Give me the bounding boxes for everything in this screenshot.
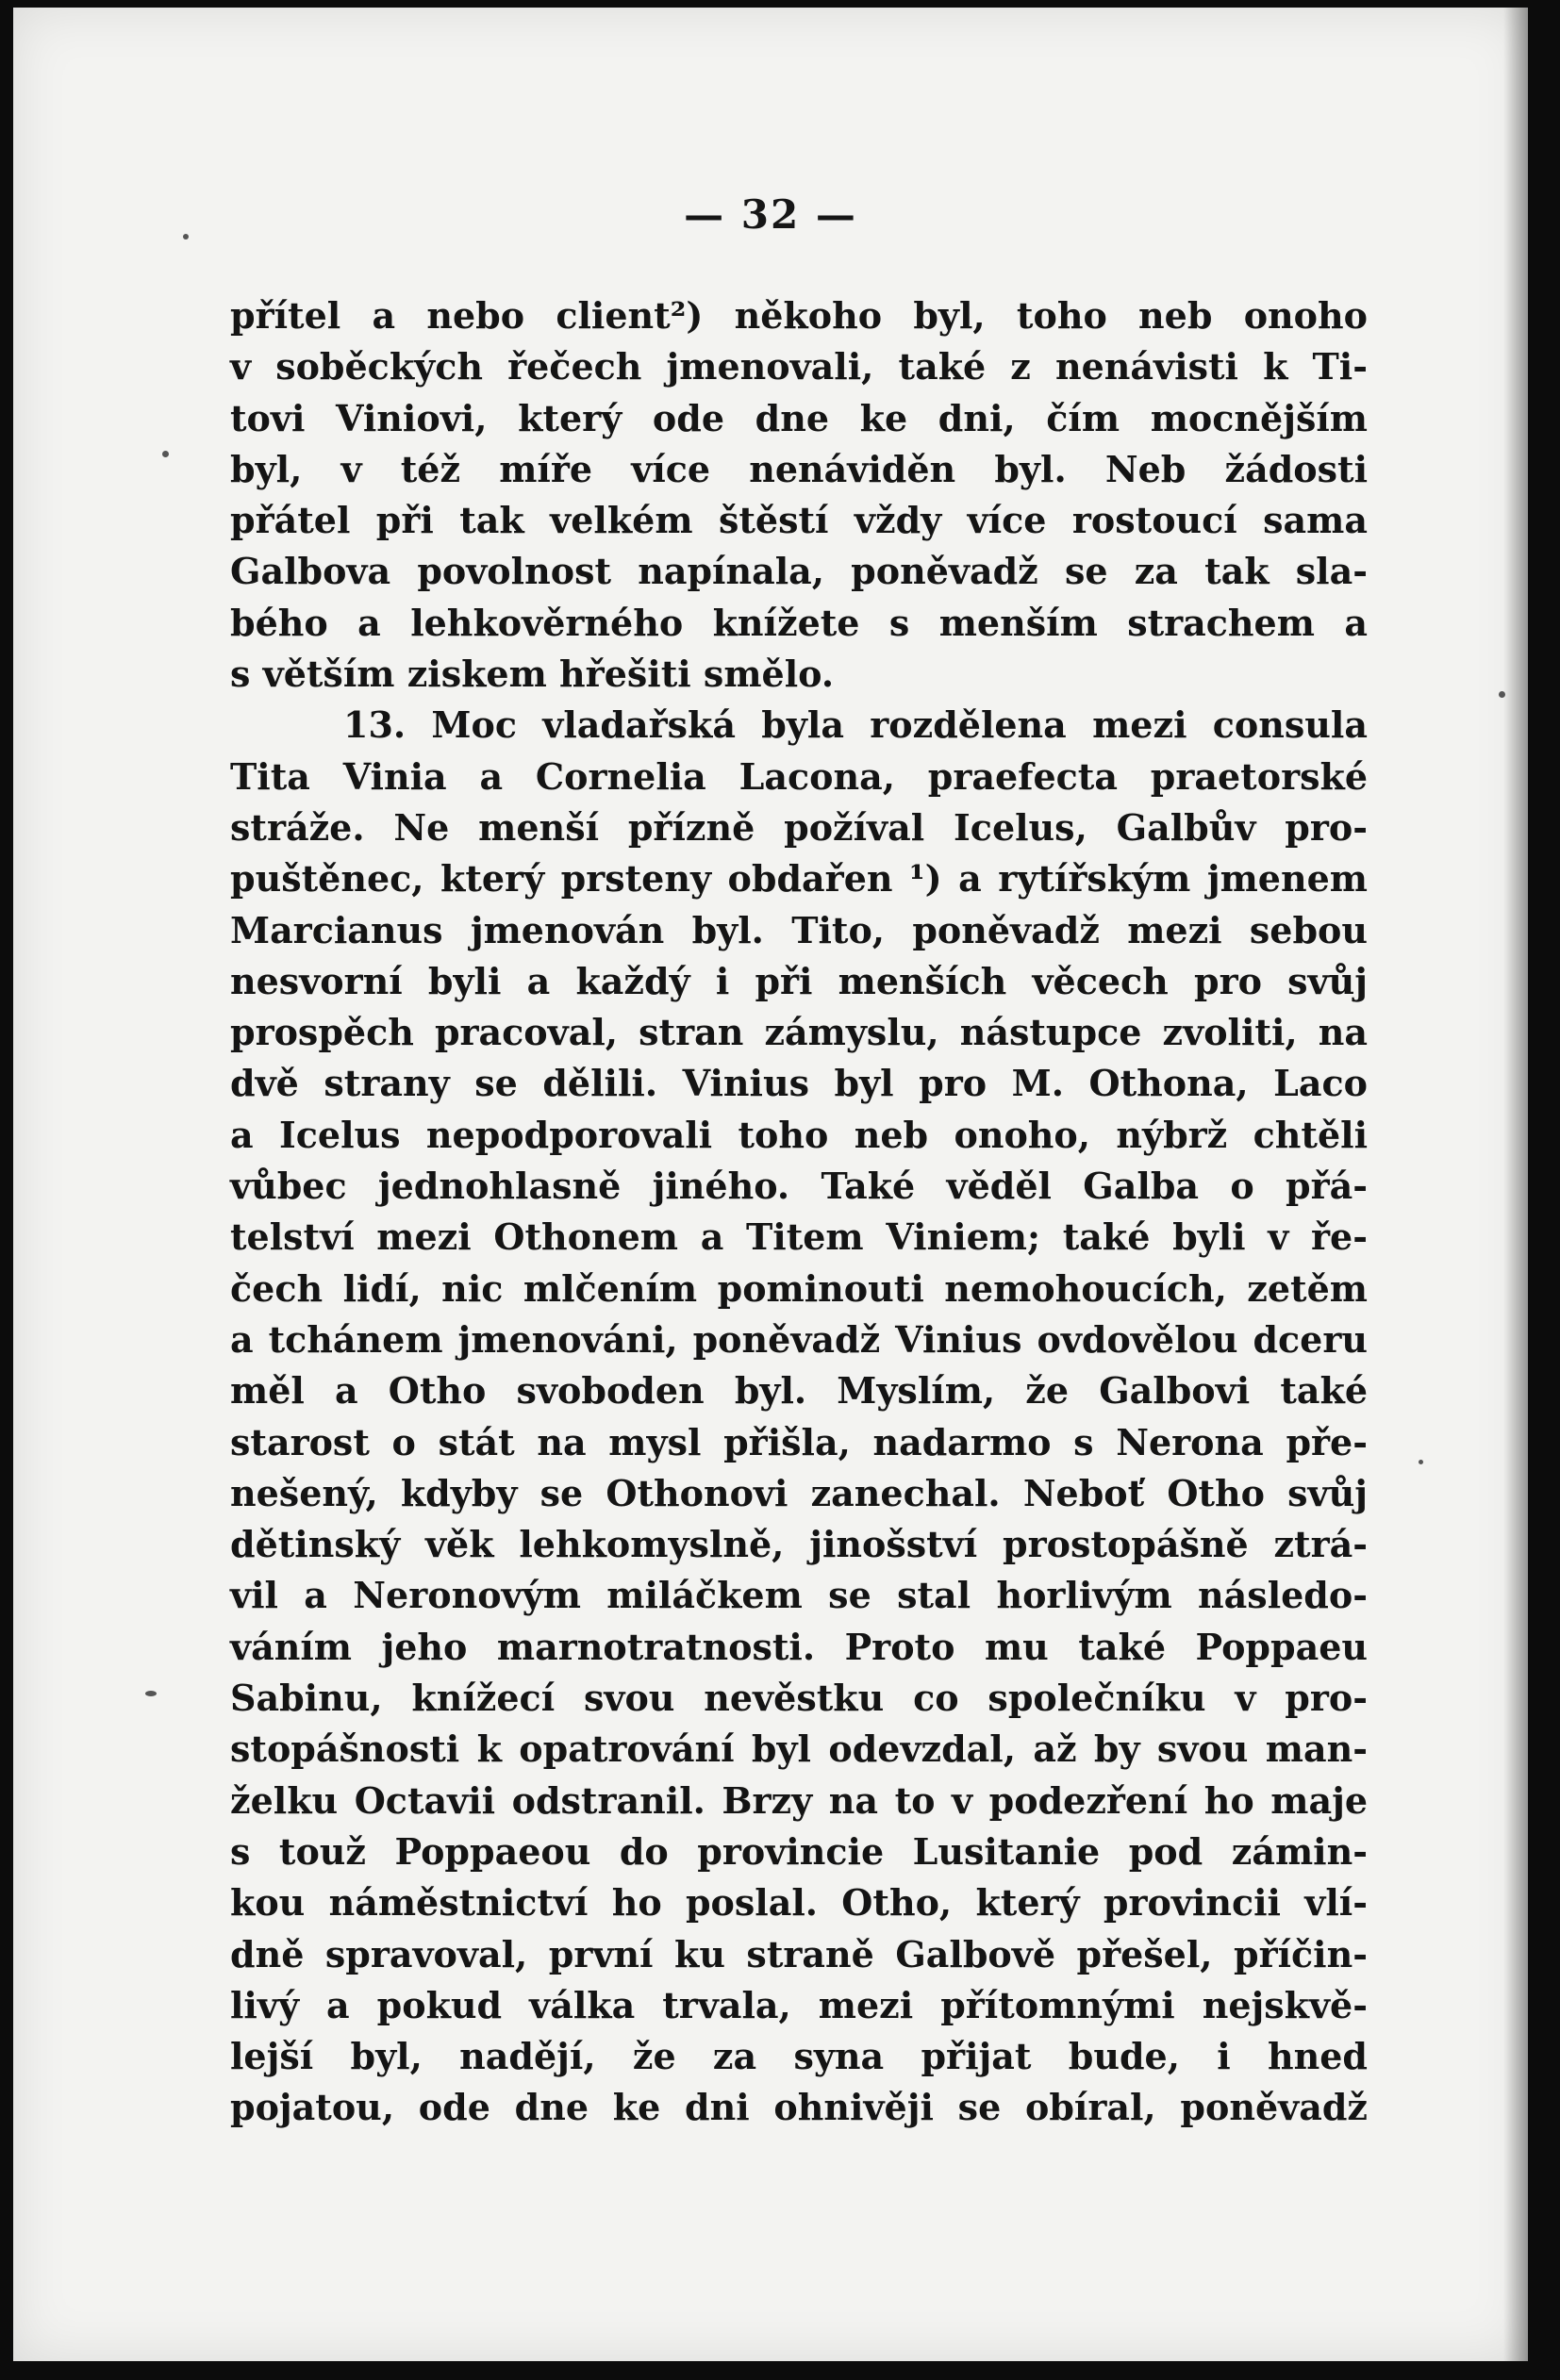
text-line: Marcianus jmenován byl. Tito, poněvadž mezi sebou: [230, 908, 1368, 951]
text-line: Galbova povolnost napínala, poněvadž se za tak sla-: [230, 550, 1368, 593]
text-line: nešený, kdyby se Othonovi zanechal. Neboť Otho svůj: [230, 1471, 1368, 1514]
text-line: telství mezi Othonem a Titem Viniem; také byli v ře-: [230, 1215, 1368, 1259]
text-line: stráže. Ne menší přízně požíval Icelus, Galbův pro-: [230, 805, 1368, 849]
text-line: s touž Poppaeou do provincie Lusitanie pod zámin-: [230, 1829, 1368, 1873]
text-line: starost o stát na mysl přišla, nadarmo s Nerona pře-: [230, 1420, 1368, 1463]
text-line: 13. Moc vladařská byla rozdělena mezi consula: [343, 703, 1368, 747]
dust-speck: [183, 234, 189, 240]
text-line: prospěch pracoval, stran zámyslu, nástupce zvoliti, na: [230, 1011, 1368, 1054]
text-line: vil a Neronovým miláčkem se stal horlivým následo-: [230, 1574, 1368, 1617]
text-line: livý a pokud válka trvala, mezi přítomnými nejskvě-: [230, 1983, 1368, 2026]
text-line: přátel při tak velkém štěstí vždy více rostoucí sama: [230, 499, 1368, 542]
text-line: a tchánem jmenováni, poněvadž Vinius ovdovělou dceru: [230, 1317, 1368, 1361]
text-line: váním jeho marnotratnosti. Proto mu také Poppaeu: [230, 1625, 1368, 1668]
text-line: čech lidí, nic mlčením pominouti nemohoucích, zetěm: [230, 1266, 1368, 1310]
text-line: tovi Viniovi, který ode dne ke dni, čím mocnějším: [230, 396, 1368, 439]
book-page: [13, 8, 1528, 2361]
text-line: v soběckých řečech jmenovali, také z nenávisti k Ti-: [230, 345, 1368, 388]
text-line: Sabinu, knížecí svou nevěstku co společníku v pro-: [230, 1677, 1368, 1720]
text-line: přítel a nebo client²) někoho byl, toho neb onoho: [230, 294, 1368, 337]
body-text: [230, 290, 1368, 2134]
text-line: dvě strany se dělili. Vinius byl pro M. Othona, Laco: [230, 1062, 1368, 1105]
page-edge-shadow: [1503, 8, 1528, 2361]
text-line: stopášnosti k opatrování byl odevzdal, až by svou man-: [230, 1727, 1368, 1771]
text-line: Tita Vinia a Cornelia Lacona, praefecta praetorské: [230, 754, 1368, 798]
text-line: želku Octavii odstranil. Brzy na to v podezření ho maje: [230, 1778, 1368, 1822]
text-line: dětinský věk lehkomyslně, jinošství prostopášně ztrá-: [230, 1523, 1368, 1566]
text-line: měl a Otho svoboden byl. Myslím, že Galbovi také: [230, 1369, 1368, 1413]
page-number: — 32 —: [684, 191, 857, 238]
text-line: lejší byl, nadějí, že za syna přijat bude, i hned: [230, 2035, 1368, 2078]
text-line: pojatou, ode dne ke dni ohnivěji se obíral, poněvadž: [230, 2086, 1368, 2129]
dust-speck: [145, 1691, 157, 1696]
text-line: s větším ziskem hřešiti smělo.: [230, 653, 835, 696]
text-line: vůbec jednohlasně jiného. Také věděl Galba o přá-: [230, 1165, 1368, 1208]
dust-speck: [1499, 691, 1505, 698]
dust-speck: [1419, 1460, 1423, 1464]
text-line: puštěnec, který prsteny obdařen ¹) a rytířským jmenem: [230, 857, 1368, 901]
text-line: bého a lehkověrného knížete s menším strachem a: [230, 601, 1368, 644]
text-line: dně spravoval, první ku straně Galbově přešel, příčin-: [230, 1932, 1368, 1975]
text-line: a Icelus nepodporovali toho neb onoho, nýbrž chtěli: [230, 1113, 1368, 1156]
text-line: kou náměstnictví ho poslal. Otho, který provincii vlí-: [230, 1881, 1368, 1925]
dust-speck: [162, 451, 169, 457]
text-line: byl, v též míře více nenáviděn byl. Neb žádosti: [230, 447, 1368, 490]
text-line: nesvorní byli a každý i při menších věcech pro svůj: [230, 959, 1368, 1002]
